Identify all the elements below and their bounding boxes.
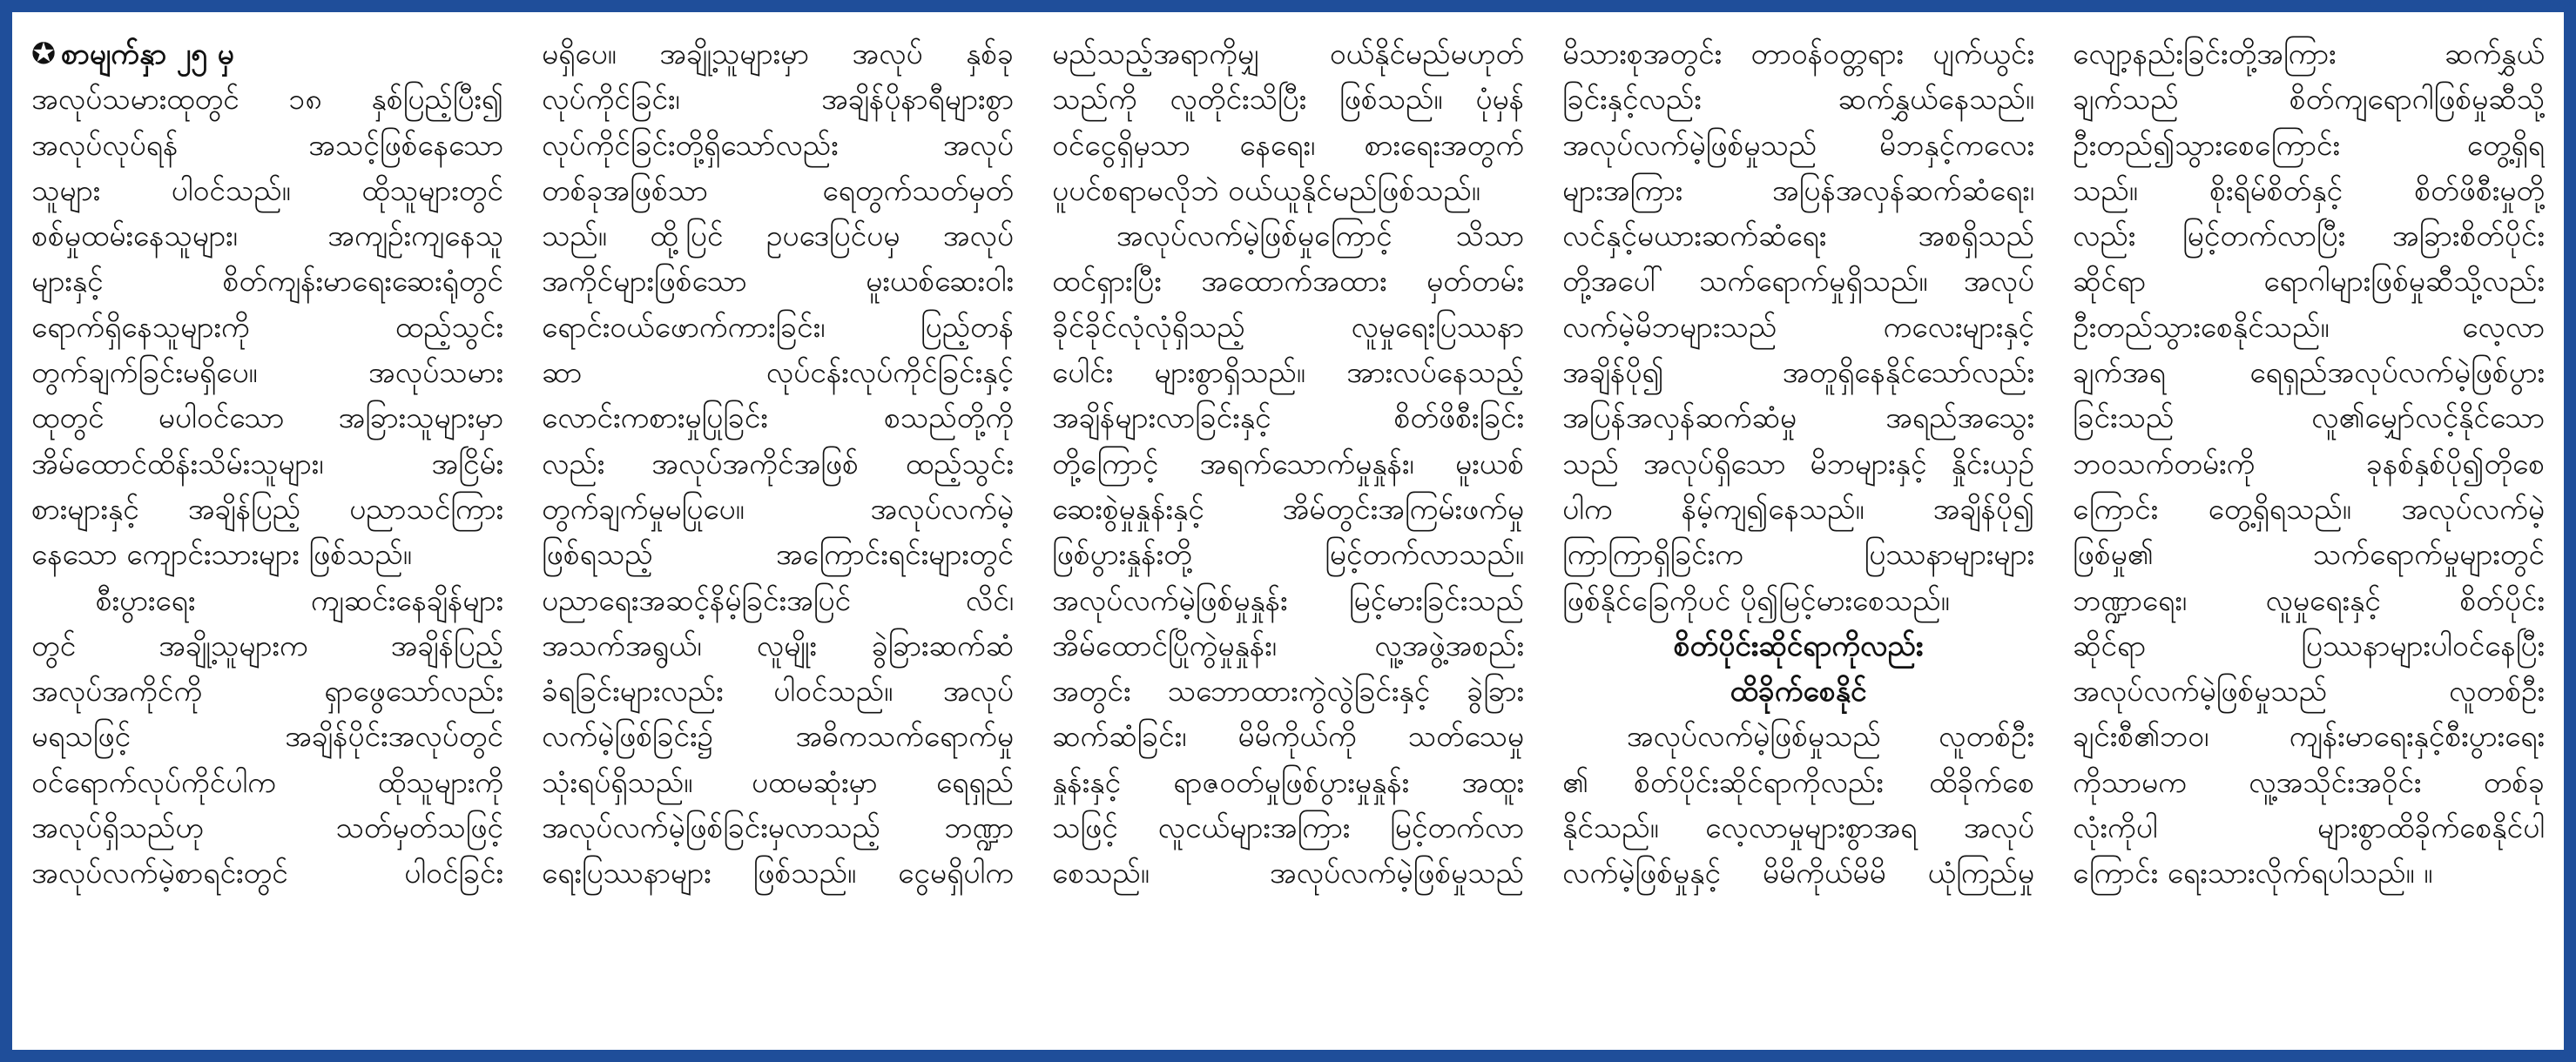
text-line: ချက်အရ ရေရှည်အလုပ်လက်မဲ့ဖြစ်ပွား bbox=[2073, 355, 2545, 390]
text-line: အချိန်ပို၍ အတူရှိနေနိုင်သော်လည်း bbox=[1562, 355, 2034, 390]
text-line: ဘဝသက်တမ်းကို ခုနစ်နှစ်ပို၍တိုစေ bbox=[2073, 446, 2545, 481]
text-line: အလုပ်သမားထုတွင် ၁၈ နှစ်ပြည့်ပြီး၍ bbox=[31, 82, 503, 117]
text-line: ဘဏ္ဍာရေး၊ လူမှုရေးနှင့် စိတ်ပိုင်း bbox=[2073, 582, 2545, 617]
section-heading-line: စိတ်ပိုင်းဆိုင်ရာကိုလည်း bbox=[1673, 628, 1924, 662]
section-heading-line: ထိခိုက်စေနိုင် bbox=[1730, 674, 1867, 709]
text-line: လင်နှင့်မယားဆက်ဆံရေး အစရှိသည် bbox=[1562, 218, 2034, 253]
text-line: အလုပ်လက်မဲ့စာရင်းတွင် ပါဝင်ခြင်း bbox=[31, 856, 503, 891]
text-line: ကြောင်း တွေ့ရှိရသည်။ အလုပ်လက်မဲ့ bbox=[2073, 491, 2545, 526]
text-line: မရှိပေ။ အချို့သူများမှာ အလုပ် နှစ်ခု bbox=[542, 37, 1014, 71]
text-line: လောင်းကစားမှုပြုခြင်း စသည်တို့ကို bbox=[542, 400, 1014, 435]
text-line: ထုတွင် မပါဝင်သော အခြားသူများမှာ bbox=[31, 400, 503, 435]
article-columns bbox=[31, 31, 2545, 1032]
text-line: ဖြစ်ရသည့် အကြောင်းရင်းများတွင် bbox=[542, 537, 1014, 572]
text-line: စစ်မှုထမ်းနေသူများ၊ အကျဉ်းကျနေသူ bbox=[31, 218, 503, 253]
column-2 bbox=[542, 31, 1014, 1032]
text-line: ဆက်ဆံခြင်း၊ မိမိကိုယ်ကို သတ်သေမှု bbox=[1052, 719, 1524, 754]
text-line: ဝင်ငွေရှိမှသာ နေရေး၊ စားရေးအတွက် bbox=[1052, 127, 1524, 162]
text-line: လည်း မြင့်တက်လာပြီး အခြားစိတ်ပိုင်း bbox=[2073, 218, 2545, 253]
text-line: မိသားစုအတွင်း တာဝန်ဝတ္တရား ပျက်ယွင်း bbox=[1562, 37, 2034, 71]
column-1 bbox=[31, 31, 503, 1032]
text-line: စားများနှင့် အချိန်ပြည့် ပညာသင်ကြား bbox=[31, 491, 503, 526]
text-line: လက်မဲ့မိဘများသည် ကလေးများနှင့် bbox=[1562, 309, 2034, 344]
text-line: ခံရခြင်းများလည်း ပါဝင်သည်။ အလုပ် bbox=[542, 674, 1014, 709]
text-line: အတွင်း သဘောထားကွဲလွဲခြင်းနှင့် ခွဲခြား bbox=[1052, 674, 1524, 709]
text-line: တွင် အချို့သူများက အချိန်ပြည့် bbox=[31, 628, 503, 662]
text-line: သည် အလုပ်ရှိသော မိဘများနှင့် နှိုင်းယှဉ် bbox=[1562, 446, 2034, 481]
text-line: စီးပွားရေး ကျဆင်းနေချိန်များ bbox=[95, 582, 503, 617]
text-line: များနှင့် စိတ်ကျန်းမာရေးဆေးရုံတွင် bbox=[31, 264, 503, 299]
text-line: သုံးရပ်ရှိသည်။ ပထမဆုံးမှာ ရေရှည် bbox=[542, 764, 1014, 799]
text-line: လုံးကိုပါ များစွာထိခိုက်စေနိုင်ပါ bbox=[2073, 810, 2545, 845]
text-line: တို့ကြောင့် အရက်သောက်မှုနှုန်း၊ မူးယစ် bbox=[1052, 446, 1524, 481]
text-line: သည်ကို လူတိုင်းသိပြီး ဖြစ်သည်။ ပုံမှန် bbox=[1052, 82, 1524, 117]
text-line: အပြန်အလှန်ဆက်ဆံမှု အရည်အသွေး bbox=[1562, 400, 2034, 435]
text-line: အလုပ်လက်မဲ့ဖြစ်ခြင်းမှလာသည့် ဘဏ္ဍာ bbox=[542, 810, 1014, 845]
text-line: တွက်ချက်ခြင်းမရှိပေ။ အလုပ်သမား bbox=[31, 355, 503, 390]
text-line: ခြင်းသည် လူ၏မျှော်လင့်နိုင်သော bbox=[2073, 400, 2545, 435]
text-line: လုပ်ကိုင်ခြင်း၊ အချိန်ပိုနာရီများစွာ bbox=[542, 82, 1014, 117]
text-line: ကိုသာမက လူ့အသိုင်းအဝိုင်း တစ်ခု bbox=[2073, 764, 2545, 799]
text-line: ကြောင်း ရေးသားလိုက်ရပါသည်။ ။ bbox=[2073, 856, 2433, 891]
text-line: ပါက နိမ့်ကျ၍နေသည်။ အချိန်ပို၍ bbox=[1562, 491, 2034, 526]
text-line: မရသဖြင့် အချိန်ပိုင်းအလုပ်တွင် bbox=[31, 719, 503, 754]
text-line: လက်မဲ့ဖြစ်ခြင်း၌ အဓိကသက်ရောက်မှု bbox=[542, 719, 1014, 754]
text-line: အိမ်ထောင်ထိန်းသိမ်းသူများ၊ အငြိမ်း bbox=[31, 446, 503, 481]
text-line: ဖြစ်ပွားနှုန်းတို့ မြင့်တက်လာသည်။ bbox=[1052, 537, 1524, 572]
text-line: ရောင်းဝယ်ဖောက်ကားခြင်း၊ ပြည့်တန် bbox=[542, 309, 1014, 344]
text-line: အသက်အရွယ်၊ လူမျိုး ခွဲခြားဆက်ဆံ bbox=[542, 628, 1014, 662]
text-line: ၏ စိတ်ပိုင်းဆိုင်ရာကိုလည်း ထိခိုက်စေ bbox=[1562, 764, 2034, 799]
text-line: ပူပင်စရာမလိုဘဲ ဝယ်ယူနိုင်မည်ဖြစ်သည်။ bbox=[1052, 172, 1480, 207]
text-line: သဖြင့် လူငယ်များအကြား မြင့်တက်လာ bbox=[1052, 810, 1524, 845]
text-line: ရေးပြဿနာများ ဖြစ်သည်။ ငွေမရှိပါက bbox=[542, 856, 1014, 891]
text-line: ကြာကြာရှိခြင်းက ပြဿနာများများ bbox=[1562, 537, 2034, 572]
text-line: တို့အပေါ် သက်ရောက်မှုရှိသည်။ အလုပ် bbox=[1562, 264, 2034, 299]
gear-bullet-icon: ✪ bbox=[31, 37, 57, 71]
text-line: ချင်းစီ၏ဘဝ၊ ကျန်းမာရေးနှင့်စီးပွားရေး bbox=[2073, 719, 2545, 754]
text-line: အကိုင်များဖြစ်သော မူးယစ်ဆေးဝါး bbox=[542, 264, 1014, 299]
text-line: ဆိုင်ရာ ရောဂါများဖြစ်မှုဆီသို့လည်း bbox=[2073, 264, 2545, 299]
text-line: လက်မဲ့ဖြစ်မှုနှင့် မိမိကိုယ်မိမိ ယုံကြည်မှု bbox=[1562, 856, 2034, 891]
text-line: ခိုင်ခိုင်လုံလုံရှိသည့် လူမှုရေးပြဿနာ bbox=[1052, 309, 1524, 344]
text-line: ဖြစ်နိုင်ခြေကိုပင် ပို၍မြင့်မားစေသည်။ bbox=[1562, 582, 1950, 617]
text-line: အိမ်ထောင်ပြိုကွဲမှုနှုန်း၊ လူ့အဖွဲ့အစည်း bbox=[1052, 628, 1524, 662]
text-line: အလုပ်အကိုင်ကို ရှာဖွေသော်လည်း bbox=[31, 674, 503, 709]
column-5 bbox=[2073, 31, 2545, 1032]
text-line: ခြင်းနှင့်လည်း ဆက်နွှယ်နေသည်။ bbox=[1562, 82, 2034, 117]
column-4 bbox=[1562, 31, 2034, 1032]
continued-text: စာမျက်နှာ ၂၅ မှ bbox=[61, 37, 234, 71]
text-line: ချက်သည် စိတ်ကျရောဂါဖြစ်မှုဆီသို့ bbox=[2073, 82, 2545, 117]
column-3 bbox=[1052, 31, 1524, 1032]
text-line: ဆေးစွဲမှုနှုန်းနှင့် အိမ်တွင်းအကြမ်းဖက်မှု bbox=[1052, 491, 1524, 526]
text-line: အလုပ်လုပ်ရန် အသင့်ဖြစ်နေသော bbox=[31, 127, 503, 162]
continued-from-label bbox=[31, 31, 503, 77]
text-line: လည်း အလုပ်အကိုင်အဖြစ် ထည့်သွင်း bbox=[542, 446, 1014, 481]
text-line: ဦးတည်၍သွားစေကြောင်း တွေ့ရှိရ bbox=[2073, 127, 2545, 162]
text-line: သည်။ စိုးရိမ်စိတ်နှင့် စိတ်ဖိစီးမှုတို့ bbox=[2073, 172, 2545, 207]
text-line: လျော့နည်းခြင်းတို့အကြား ဆက်နွှယ် bbox=[2073, 37, 2545, 71]
text-line: အလုပ်လက်မဲ့ဖြစ်မှုကြောင့် သိသာ bbox=[1116, 218, 1524, 253]
text-line: အလုပ်လက်မဲ့ဖြစ်မှုသည် မိဘနှင့်ကလေး bbox=[1562, 127, 2034, 162]
text-line: ပညာရေးအဆင့်နိမ့်ခြင်းအပြင် လိင်၊ bbox=[542, 582, 1014, 617]
text-line: နေသော ကျောင်းသားများ ဖြစ်သည်။ bbox=[31, 537, 412, 572]
text-line: ပေါင်း များစွာရှိသည်။ အားလပ်နေသည့် bbox=[1052, 355, 1524, 390]
text-line: နှုန်းနှင့် ရာဇဝတ်မှုဖြစ်ပွားမှုနှုန်း အထူး bbox=[1052, 764, 1524, 799]
text-line: အလုပ်လက်မဲ့ဖြစ်မှုသည် လူတစ်ဦး bbox=[1626, 719, 2034, 754]
text-line: များအကြား အပြန်အလှန်ဆက်ဆံရေး၊ bbox=[1562, 172, 2034, 207]
text-line: တွက်ချက်မှုမပြုပေ။ အလုပ်လက်မဲ့ bbox=[542, 491, 1014, 526]
text-line: လုပ်ကိုင်ခြင်းတို့ရှိသော်လည်း အလုပ် bbox=[542, 127, 1014, 162]
text-line: အချိန်များလာခြင်းနှင့် စိတ်ဖိစီးခြင်း bbox=[1052, 400, 1524, 435]
text-line: အလုပ်လက်မဲ့ဖြစ်မှုသည် လူတစ်ဦး bbox=[2073, 674, 2545, 709]
text-line: ရောက်ရှိနေသူများကို ထည့်သွင်း bbox=[31, 309, 503, 344]
text-line: မည်သည့်အရာကိုမျှ ဝယ်နိုင်မည်မဟုတ် bbox=[1052, 37, 1524, 71]
text-line: ထင်ရှားပြီး အထောက်အထား မှတ်တမ်း bbox=[1052, 264, 1524, 299]
text-line: ဖြစ်မှု၏ သက်ရောက်မှုများတွင် bbox=[2073, 537, 2545, 572]
text-line: နိုင်သည်။ လေ့လာမှုများစွာအရ အလုပ် bbox=[1562, 810, 2034, 845]
text-line: ဆိုင်ရာ ပြဿနာများပါဝင်နေပြီး bbox=[2073, 628, 2545, 662]
text-line: ဝင်ရောက်လုပ်ကိုင်ပါက ထိုသူများကို bbox=[31, 764, 503, 799]
text-line: သည်။ ထို့ပြင် ဥပဒေပြင်ပမှ အလုပ် bbox=[542, 218, 1014, 253]
text-line: စေသည်။ အလုပ်လက်မဲ့ဖြစ်မှုသည် bbox=[1052, 856, 1524, 891]
text-line: အလုပ်လက်မဲ့ဖြစ်မှုနှုန်း မြင့်မားခြင်းသည် bbox=[1052, 582, 1524, 617]
text-line: ဆာ လုပ်ငန်းလုပ်ကိုင်ခြင်းနှင့် bbox=[542, 355, 1014, 390]
text-line: သူများ ပါဝင်သည်။ ထိုသူများတွင် bbox=[31, 172, 503, 207]
text-line: အလုပ်ရှိသည်ဟု သတ်မှတ်သဖြင့် bbox=[31, 810, 503, 845]
text-line: ဦးတည်သွားစေနိုင်သည်။ လေ့လာ bbox=[2073, 309, 2545, 344]
text-line: တစ်ခုအဖြစ်သာ ရေတွက်သတ်မှတ် bbox=[542, 172, 1014, 207]
